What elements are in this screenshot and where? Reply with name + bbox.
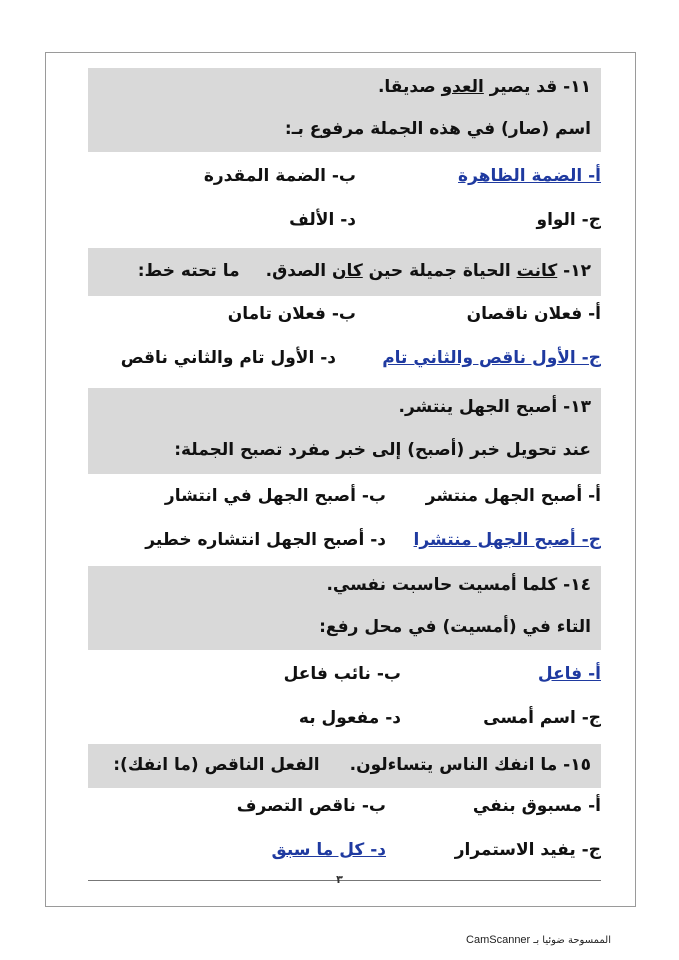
question-14-prompt: التاء في (أمسيت) في محل رفع: bbox=[319, 617, 591, 637]
option-14-a[interactable]: أ- فاعل bbox=[537, 664, 601, 684]
options-row-1 bbox=[88, 784, 601, 828]
option-12-b[interactable]: ب- فعلان تامان bbox=[227, 304, 356, 324]
options-row-1 bbox=[88, 474, 601, 518]
option-11-d[interactable]: د- الألف bbox=[289, 210, 356, 230]
page-number: ٣ bbox=[336, 873, 343, 886]
options-row-2 bbox=[88, 198, 601, 242]
option-11-b[interactable]: ب- الضمة المقدرة bbox=[203, 166, 356, 186]
option-11-c[interactable]: ج- الواو bbox=[536, 210, 601, 230]
question-11-options bbox=[88, 154, 601, 242]
option-13-d[interactable]: د- أصبح الجهل انتشاره خطير bbox=[145, 530, 386, 550]
question-14-header bbox=[88, 566, 601, 650]
question-13-stem: ١٣- أصبح الجهل ينتشر. bbox=[398, 397, 591, 417]
option-15-b[interactable]: ب- ناقص التصرف bbox=[236, 796, 386, 816]
option-14-b[interactable]: ب- نائب فاعل bbox=[283, 664, 401, 684]
option-13-a[interactable]: أ- أصبح الجهل منتشر bbox=[425, 486, 601, 506]
option-12-d[interactable]: د- الأول تام والثاني ناقص bbox=[120, 348, 336, 368]
question-11-prompt: اسم (صار) في هذه الجملة مرفوع بـ: bbox=[284, 119, 591, 139]
option-13-c[interactable]: ج- أصبح الجهل منتشرا bbox=[413, 530, 601, 550]
question-12-stem: ١٢- كانت الحياة جميلة حين كان الصدق.ما تحته خط: bbox=[137, 261, 591, 281]
options-row-2 bbox=[88, 518, 601, 566]
question-14-stem: ١٤- كلما أمسيت حاسبت نفسي. bbox=[326, 575, 591, 595]
option-12-a[interactable]: أ- فعلان ناقصان bbox=[466, 304, 601, 324]
scanner-footer bbox=[466, 934, 611, 946]
question-12-header bbox=[88, 248, 601, 296]
option-11-a[interactable]: أ- الضمة الظاهرة bbox=[458, 166, 601, 186]
options-row-2 bbox=[88, 828, 601, 872]
option-15-a[interactable]: أ- مسبوق بنفي bbox=[472, 796, 601, 816]
options-row-2 bbox=[88, 696, 601, 740]
options-row-1 bbox=[88, 154, 601, 198]
question-13-options bbox=[88, 474, 601, 566]
question-14-options bbox=[88, 652, 601, 740]
options-row-1 bbox=[88, 652, 601, 696]
option-13-b[interactable]: ب- أصبح الجهل في انتشار bbox=[164, 486, 386, 506]
question-11-header bbox=[88, 68, 601, 152]
option-14-d[interactable]: د- مفعول به bbox=[298, 708, 401, 728]
question-15-options bbox=[88, 784, 601, 872]
options-row-2 bbox=[88, 336, 601, 384]
question-15-header bbox=[88, 744, 601, 788]
question-15-stem: ١٥- ما انفك الناس يتساءلون.الفعل الناقص (ما انفك): bbox=[113, 755, 591, 775]
option-12-c[interactable]: ج- الأول ناقص والثاني تام bbox=[382, 348, 601, 368]
question-11-stem: ١١- قد يصير العدو صديقا. bbox=[377, 77, 591, 97]
question-13-header bbox=[88, 388, 601, 474]
option-15-d[interactable]: د- كل ما سبق bbox=[271, 840, 386, 860]
question-13-prompt: عند تحويل خبر (أصبح) إلى خبر مفرد تصبح الجملة: bbox=[174, 440, 591, 460]
footer-text: الممسوحة ضوئيا بـ bbox=[533, 935, 611, 946]
footer-brand: CamScanner bbox=[466, 934, 531, 946]
question-12-options bbox=[88, 292, 601, 384]
option-14-c[interactable]: ج- اسم أمسى bbox=[483, 708, 601, 728]
option-15-c[interactable]: ج- يفيد الاستمرار bbox=[454, 840, 601, 860]
options-row-1 bbox=[88, 292, 601, 336]
